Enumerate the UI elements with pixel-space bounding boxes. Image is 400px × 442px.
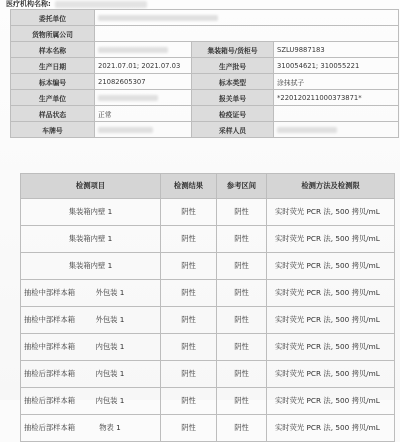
sampler-value [274, 122, 399, 138]
test-item-location: 集装箱内壁 1 [68, 234, 113, 243]
entrusting-unit-label: 委托单位 [11, 10, 95, 26]
test-item-location: 集装箱内壁 1 [68, 207, 113, 216]
test-item-part: 内包装 1 [95, 342, 125, 351]
info-row-plate [11, 122, 399, 138]
reference-cell: 阴性 [217, 280, 267, 307]
results-row [21, 334, 395, 361]
sample-type-value: 涂抹拭子 [274, 74, 399, 90]
test-item-part: 外包装 1 [95, 288, 125, 297]
test-item [21, 253, 161, 280]
info-row-sample-no [11, 74, 399, 90]
method-cell: 实时荧光 PCR 法, 500 拷贝/mL [267, 361, 395, 388]
sample-no-label: 标本编号 [11, 74, 95, 90]
test-item-location: 抽检中部样本箱 [24, 288, 76, 297]
test-item-location: 抽检中部样本箱 [24, 342, 76, 351]
method-cell: 实时荧光 PCR 法, 500 拷贝/mL [267, 199, 395, 226]
sample-no-value: 21082605307 [95, 74, 192, 90]
production-batch-value: 310054621; 310055221 [274, 58, 399, 74]
method-cell: 实时荧光 PCR 法, 500 拷贝/mL [267, 334, 395, 361]
results-row [21, 388, 395, 415]
info-row-cargo [11, 26, 399, 42]
test-item [21, 415, 161, 442]
sampler-label: 采样人员 [192, 122, 274, 138]
container-value: SZLU9887183 [274, 42, 399, 58]
sample-type-label: 标本类型 [192, 74, 274, 90]
reference-cell: 阴性 [217, 388, 267, 415]
results-row [21, 307, 395, 334]
reference-cell: 阴性 [217, 361, 267, 388]
results-table [20, 173, 395, 442]
org-name-label: 医疗机构名称: [6, 0, 51, 8]
reference-cell: 阴性 [217, 334, 267, 361]
plate-value [95, 122, 192, 138]
reference-cell: 阴性 [217, 226, 267, 253]
info-row-sample-name [11, 42, 399, 58]
sample-status-value: 正常 [95, 106, 192, 122]
reference-cell: 阴性 [217, 253, 267, 280]
reference-cell: 阴性 [217, 307, 267, 334]
org-name-redacted [55, 1, 147, 8]
result-cell: 阴性 [161, 199, 217, 226]
results-row [21, 226, 395, 253]
header-result: 检测结果 [161, 174, 217, 199]
result-cell: 阴性 [161, 253, 217, 280]
info-row-entrusting [11, 10, 399, 26]
result-cell: 阴性 [161, 388, 217, 415]
test-item [21, 361, 161, 388]
result-cell: 阴性 [161, 415, 217, 442]
production-batch-label: 生产批号 [192, 58, 274, 74]
test-item [21, 280, 161, 307]
test-item-location: 抽检后部样本箱 [24, 423, 76, 432]
test-item-location: 抽检后部样本箱 [24, 396, 76, 405]
results-row [21, 361, 395, 388]
plate-label: 车牌号 [11, 122, 95, 138]
results-header-row [21, 174, 395, 199]
results-body [21, 199, 395, 442]
container-label: 集装箱号/货柜号 [192, 42, 274, 58]
method-cell: 实时荧光 PCR 法, 500 拷贝/mL [267, 388, 395, 415]
test-item [21, 307, 161, 334]
test-item-part: 外包装 1 [95, 315, 125, 324]
test-item-location: 抽检中部样本箱 [24, 315, 76, 324]
method-cell: 实时荧光 PCR 法, 500 拷贝/mL [267, 415, 395, 442]
header-reference: 参考区间 [217, 174, 267, 199]
cargo-company-value [95, 26, 399, 42]
test-item [21, 334, 161, 361]
test-item-location: 抽检后部样本箱 [24, 369, 76, 378]
sample-name-label: 样本名称 [11, 42, 95, 58]
result-cell: 阴性 [161, 361, 217, 388]
entrusting-unit-value [95, 10, 399, 26]
results-row [21, 280, 395, 307]
results-row [21, 199, 395, 226]
results-row [21, 415, 395, 442]
report-no-value: *220120211000373871* [274, 90, 399, 106]
production-date-value: 2021.07.01; 2021.07.03 [95, 58, 192, 74]
header-test-item: 检测项目 [21, 174, 161, 199]
result-cell: 阴性 [161, 280, 217, 307]
method-cell: 实时荧光 PCR 法, 500 拷贝/mL [267, 226, 395, 253]
test-item-part: 内包装 1 [95, 396, 125, 405]
sample-status-label: 样品状态 [11, 106, 95, 122]
cargo-company-label: 货物所属公司 [11, 26, 95, 42]
reference-cell: 阴性 [217, 415, 267, 442]
info-row-producer [11, 90, 399, 106]
header-method: 检测方法及检测限 [267, 174, 395, 199]
producer-value [95, 90, 192, 106]
method-cell: 实时荧光 PCR 法, 500 拷贝/mL [267, 280, 395, 307]
test-item-part: 内包装 1 [95, 369, 125, 378]
report-no-label: 报关单号 [192, 90, 274, 106]
result-cell: 阴性 [161, 334, 217, 361]
inspection-no-label: 检疫证号 [192, 106, 274, 122]
method-cell: 实时荧光 PCR 法, 500 拷贝/mL [267, 253, 395, 280]
sample-info-table [10, 9, 399, 138]
sample-name-value [95, 42, 192, 58]
result-cell: 阴性 [161, 226, 217, 253]
results-row [21, 253, 395, 280]
method-cell: 实时荧光 PCR 法, 500 拷贝/mL [267, 307, 395, 334]
test-item [21, 199, 161, 226]
test-item [21, 226, 161, 253]
test-item-part: 物表 1 [99, 423, 121, 432]
producer-label: 生产单位 [11, 90, 95, 106]
info-row-production [11, 58, 399, 74]
result-cell: 阴性 [161, 307, 217, 334]
production-date-label: 生产日期 [11, 58, 95, 74]
test-item [21, 388, 161, 415]
inspection-no-value [274, 106, 399, 122]
info-row-status [11, 106, 399, 122]
test-item-location: 集装箱内壁 1 [68, 261, 113, 270]
reference-cell: 阴性 [217, 199, 267, 226]
